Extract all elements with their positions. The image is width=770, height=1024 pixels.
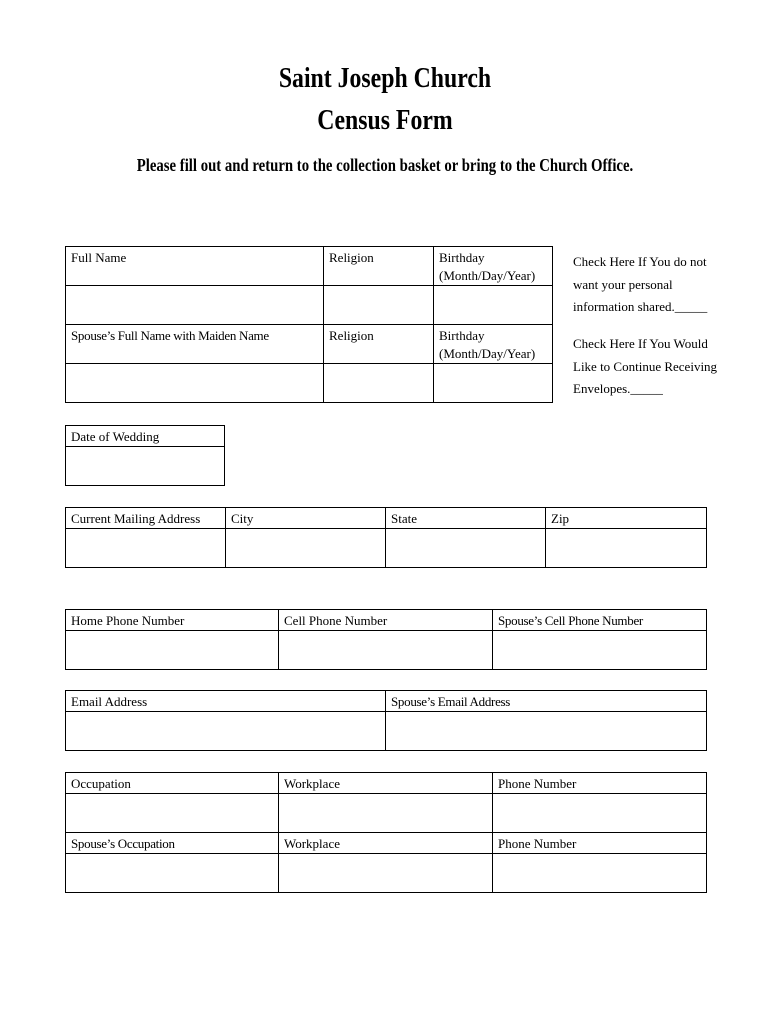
- envelopes-note[interactable]: [573, 333, 717, 401]
- spouse-phone-number-field[interactable]: [493, 854, 707, 893]
- privacy-note[interactable]: [573, 251, 707, 319]
- city-label: City: [231, 511, 254, 526]
- spouse-name-field[interactable]: [66, 364, 324, 403]
- full-name-field[interactable]: [66, 286, 324, 325]
- address-table: [65, 507, 707, 568]
- occupation-table: [65, 772, 707, 893]
- city-field[interactable]: [226, 529, 386, 568]
- spouse-name-header: [66, 325, 324, 364]
- privacy-note-line: information shared._____: [573, 299, 708, 314]
- birthday-field[interactable]: [434, 286, 553, 325]
- zip-header: [546, 508, 707, 529]
- state-label: State: [391, 511, 417, 526]
- state-field[interactable]: [386, 529, 546, 568]
- spouse-occupation-field[interactable]: [66, 854, 279, 893]
- wedding-table: [65, 425, 225, 486]
- phone-number-header: [493, 773, 707, 794]
- full-name-header: [66, 247, 324, 286]
- cell-phone-field[interactable]: [279, 631, 493, 670]
- workplace-header: [279, 773, 493, 794]
- birthday-label: Birthday: [439, 250, 485, 265]
- cell-phone-label: Cell Phone Number: [284, 613, 388, 628]
- occupation-label: Occupation: [71, 776, 131, 791]
- birthday-format-label: (Month/Day/Year): [439, 268, 536, 283]
- spouse-occupation-header: [66, 833, 279, 854]
- spouse-workplace-field[interactable]: [279, 854, 493, 893]
- mailing-address-field[interactable]: [66, 529, 226, 568]
- spouse-occupation-label: Spouse’s Occupation: [71, 836, 175, 851]
- home-phone-label: Home Phone Number: [71, 613, 185, 628]
- email-table: [65, 690, 707, 751]
- spouse-phone-number-header: [493, 833, 707, 854]
- spouse-email-header: [386, 691, 707, 712]
- privacy-note-line: want your personal: [573, 276, 673, 292]
- occupation-field[interactable]: [66, 794, 279, 833]
- spouse-workplace-header: [279, 833, 493, 854]
- zip-label: Zip: [551, 511, 570, 526]
- spouse-birthday-format-label: (Month/Day/Year): [439, 346, 536, 361]
- zip-field[interactable]: [546, 529, 707, 568]
- spouse-cell-field[interactable]: [493, 631, 707, 670]
- personal-info-table: [65, 246, 553, 403]
- phone-number-field[interactable]: [493, 794, 707, 833]
- form-title: Census Form: [317, 104, 453, 136]
- occupation-header: [66, 773, 279, 794]
- mailing-address-header: [66, 508, 226, 529]
- phone-number-label: Phone Number: [498, 776, 577, 791]
- envelopes-note-line: Like to Continue Receiving: [573, 358, 718, 374]
- state-header: [386, 508, 546, 529]
- home-phone-header: [66, 610, 279, 631]
- spouse-birthday-label: Birthday: [439, 328, 485, 343]
- religion-label: Religion: [329, 250, 374, 265]
- spouse-name-label: Spouse’s Full Name with Maiden Name: [71, 328, 269, 343]
- spouse-cell-header: [493, 610, 707, 631]
- phone-table: [65, 609, 707, 670]
- spouse-birthday-header: [434, 325, 553, 364]
- spouse-religion-field[interactable]: [324, 364, 434, 403]
- spouse-religion-header: [324, 325, 434, 364]
- workplace-label: Workplace: [284, 776, 340, 791]
- home-phone-field[interactable]: [66, 631, 279, 670]
- spouse-cell-label: Spouse’s Cell Phone Number: [498, 613, 643, 628]
- city-header: [226, 508, 386, 529]
- church-name: Saint Joseph Church: [278, 62, 492, 94]
- instructions: Please fill out and return to the collection basket or bring to the Church Office.: [136, 155, 634, 175]
- spouse-email-label: Spouse’s Email Address: [391, 694, 511, 709]
- spouse-email-field[interactable]: [386, 712, 707, 751]
- spouse-religion-label: Religion: [329, 328, 374, 343]
- wedding-date-field[interactable]: [66, 447, 225, 486]
- wedding-header: [66, 426, 225, 447]
- spouse-phone-number-label: Phone Number: [498, 836, 577, 851]
- envelopes-note-line: Envelopes._____: [573, 381, 663, 396]
- spouse-workplace-label: Workplace: [284, 836, 340, 851]
- workplace-field[interactable]: [279, 794, 493, 833]
- email-label: Email Address: [71, 694, 148, 709]
- cell-phone-header: [279, 610, 493, 631]
- mailing-address-label: Current Mailing Address: [71, 511, 201, 526]
- religion-header: [324, 247, 434, 286]
- spouse-birthday-field[interactable]: [434, 364, 553, 403]
- email-field[interactable]: [66, 712, 386, 751]
- privacy-note-line: Check Here If You do not: [573, 254, 707, 269]
- envelopes-note-line: Check Here If You Would: [573, 336, 708, 351]
- email-header: [66, 691, 386, 712]
- birthday-header: [434, 247, 553, 286]
- religion-field[interactable]: [324, 286, 434, 325]
- wedding-label: Date of Wedding: [71, 429, 160, 444]
- full-name-label: Full Name: [71, 250, 127, 265]
